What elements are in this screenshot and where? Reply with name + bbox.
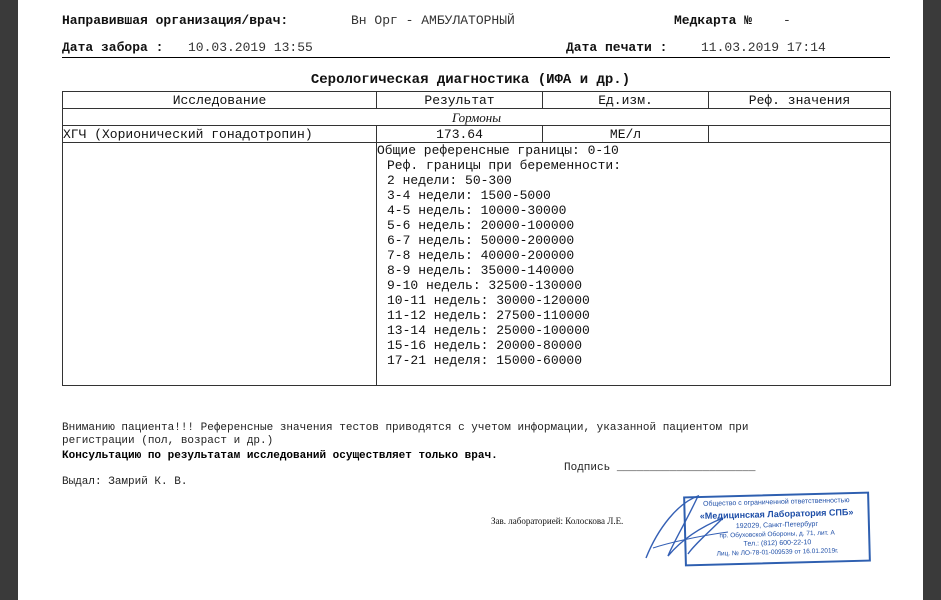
test-name: ХГЧ (Хорионический гонадотропин) xyxy=(63,126,377,143)
header-divider xyxy=(62,57,890,58)
stamp-line5: Тел.: (812) 600-22-10 xyxy=(743,539,812,548)
ref-line: 2 недели: 50-300 xyxy=(387,173,512,188)
print-date-value: 11.03.2019 17:14 xyxy=(701,40,826,55)
stamp-line1: Общество с ограниченной ответственностью xyxy=(702,497,850,508)
reference-row xyxy=(63,143,891,386)
results-table xyxy=(62,91,891,386)
medcard-value: - xyxy=(783,13,791,28)
stamp-line4: пр. Обуховской Обороны, д. 71, лит. А xyxy=(719,529,835,540)
lab-stamp xyxy=(683,492,871,567)
ref-line: 4-5 недель: 10000-30000 xyxy=(387,203,567,218)
medcard-label: Медкарта № xyxy=(674,13,753,28)
test-ref xyxy=(709,126,891,143)
col-header-unit: Ед.изм. xyxy=(543,92,709,109)
signature-line: _____________________ xyxy=(616,462,756,474)
group-row xyxy=(63,109,891,126)
reference-values xyxy=(377,143,891,386)
issued-label: Выдал: xyxy=(62,476,102,488)
patient-notice: Вниманию пациента!!! Референсные значения тестов приводятся с учетом информации, указанной пациентом при xyxy=(62,422,749,434)
lab-head: Зав. лабораторией: Колоскова Л.Е. xyxy=(491,516,624,526)
stamp-line6: Лиц. № ЛО-78-01-009539 от 16.01.2019г. xyxy=(716,547,839,558)
referrer-value: Вн Орг - АМБУЛАТОРНЫЙ xyxy=(351,13,515,28)
signature-label: Подпись xyxy=(564,462,611,474)
print-date-label: Дата печати : xyxy=(566,40,668,55)
col-header-result: Результат xyxy=(377,92,543,109)
ref-line: 6-7 недель: 50000-200000 xyxy=(387,233,575,248)
ref-line: 13-14 недель: 25000-100000 xyxy=(387,323,590,338)
signature xyxy=(564,462,755,474)
ref-line: Общие референсные границы: 0-10 xyxy=(377,143,619,158)
issued-value: Замрий К. В. xyxy=(108,476,188,488)
table-header-row xyxy=(63,92,891,109)
reference-spacer xyxy=(63,143,377,386)
ref-line: 15-16 недель: 20000-80000 xyxy=(387,338,583,353)
test-result: 173.64 xyxy=(377,126,543,143)
ref-line: 5-6 недель: 20000-100000 xyxy=(387,218,575,233)
patient-notice-cont: регистрации (пол, возраст и др.) xyxy=(62,435,274,447)
ref-line: 17-21 неделя: 15000-60000 xyxy=(387,353,583,368)
ref-line: 9-10 недель: 32500-130000 xyxy=(387,278,583,293)
ref-line: 10-11 недель: 30000-120000 xyxy=(387,293,590,308)
test-unit: МЕ/л xyxy=(543,126,709,143)
ref-line: 11-12 недель: 27500-110000 xyxy=(387,308,590,323)
collection-date-value: 10.03.2019 13:55 xyxy=(188,40,313,55)
ref-line: 3-4 недели: 1500-5000 xyxy=(387,188,551,203)
collection-date-label: Дата забора : xyxy=(62,40,164,55)
stamp-line3: 192029, Санкт-Петербург xyxy=(735,520,819,531)
table-row xyxy=(63,126,891,143)
report-page xyxy=(18,0,923,600)
col-header-test: Исследование xyxy=(63,92,377,109)
ref-line: Реф. границы при беременности: xyxy=(387,158,622,173)
section-title: Серологическая диагностика (ИФА и др.) xyxy=(310,72,631,88)
group-label: Гормоны xyxy=(63,109,891,126)
issued-by xyxy=(62,476,187,488)
ref-line: 8-9 недель: 35000-140000 xyxy=(387,263,575,278)
referrer-label: Направившая организация/врач: xyxy=(62,13,289,28)
ref-line: 7-8 недель: 40000-200000 xyxy=(387,248,575,263)
col-header-ref: Реф. значения xyxy=(709,92,891,109)
consult-note: Консультацию по результатам исследований осуществляет только врач. xyxy=(62,450,498,462)
stamp-line2: «Медицинская Лаборатория СПБ» xyxy=(699,506,854,522)
